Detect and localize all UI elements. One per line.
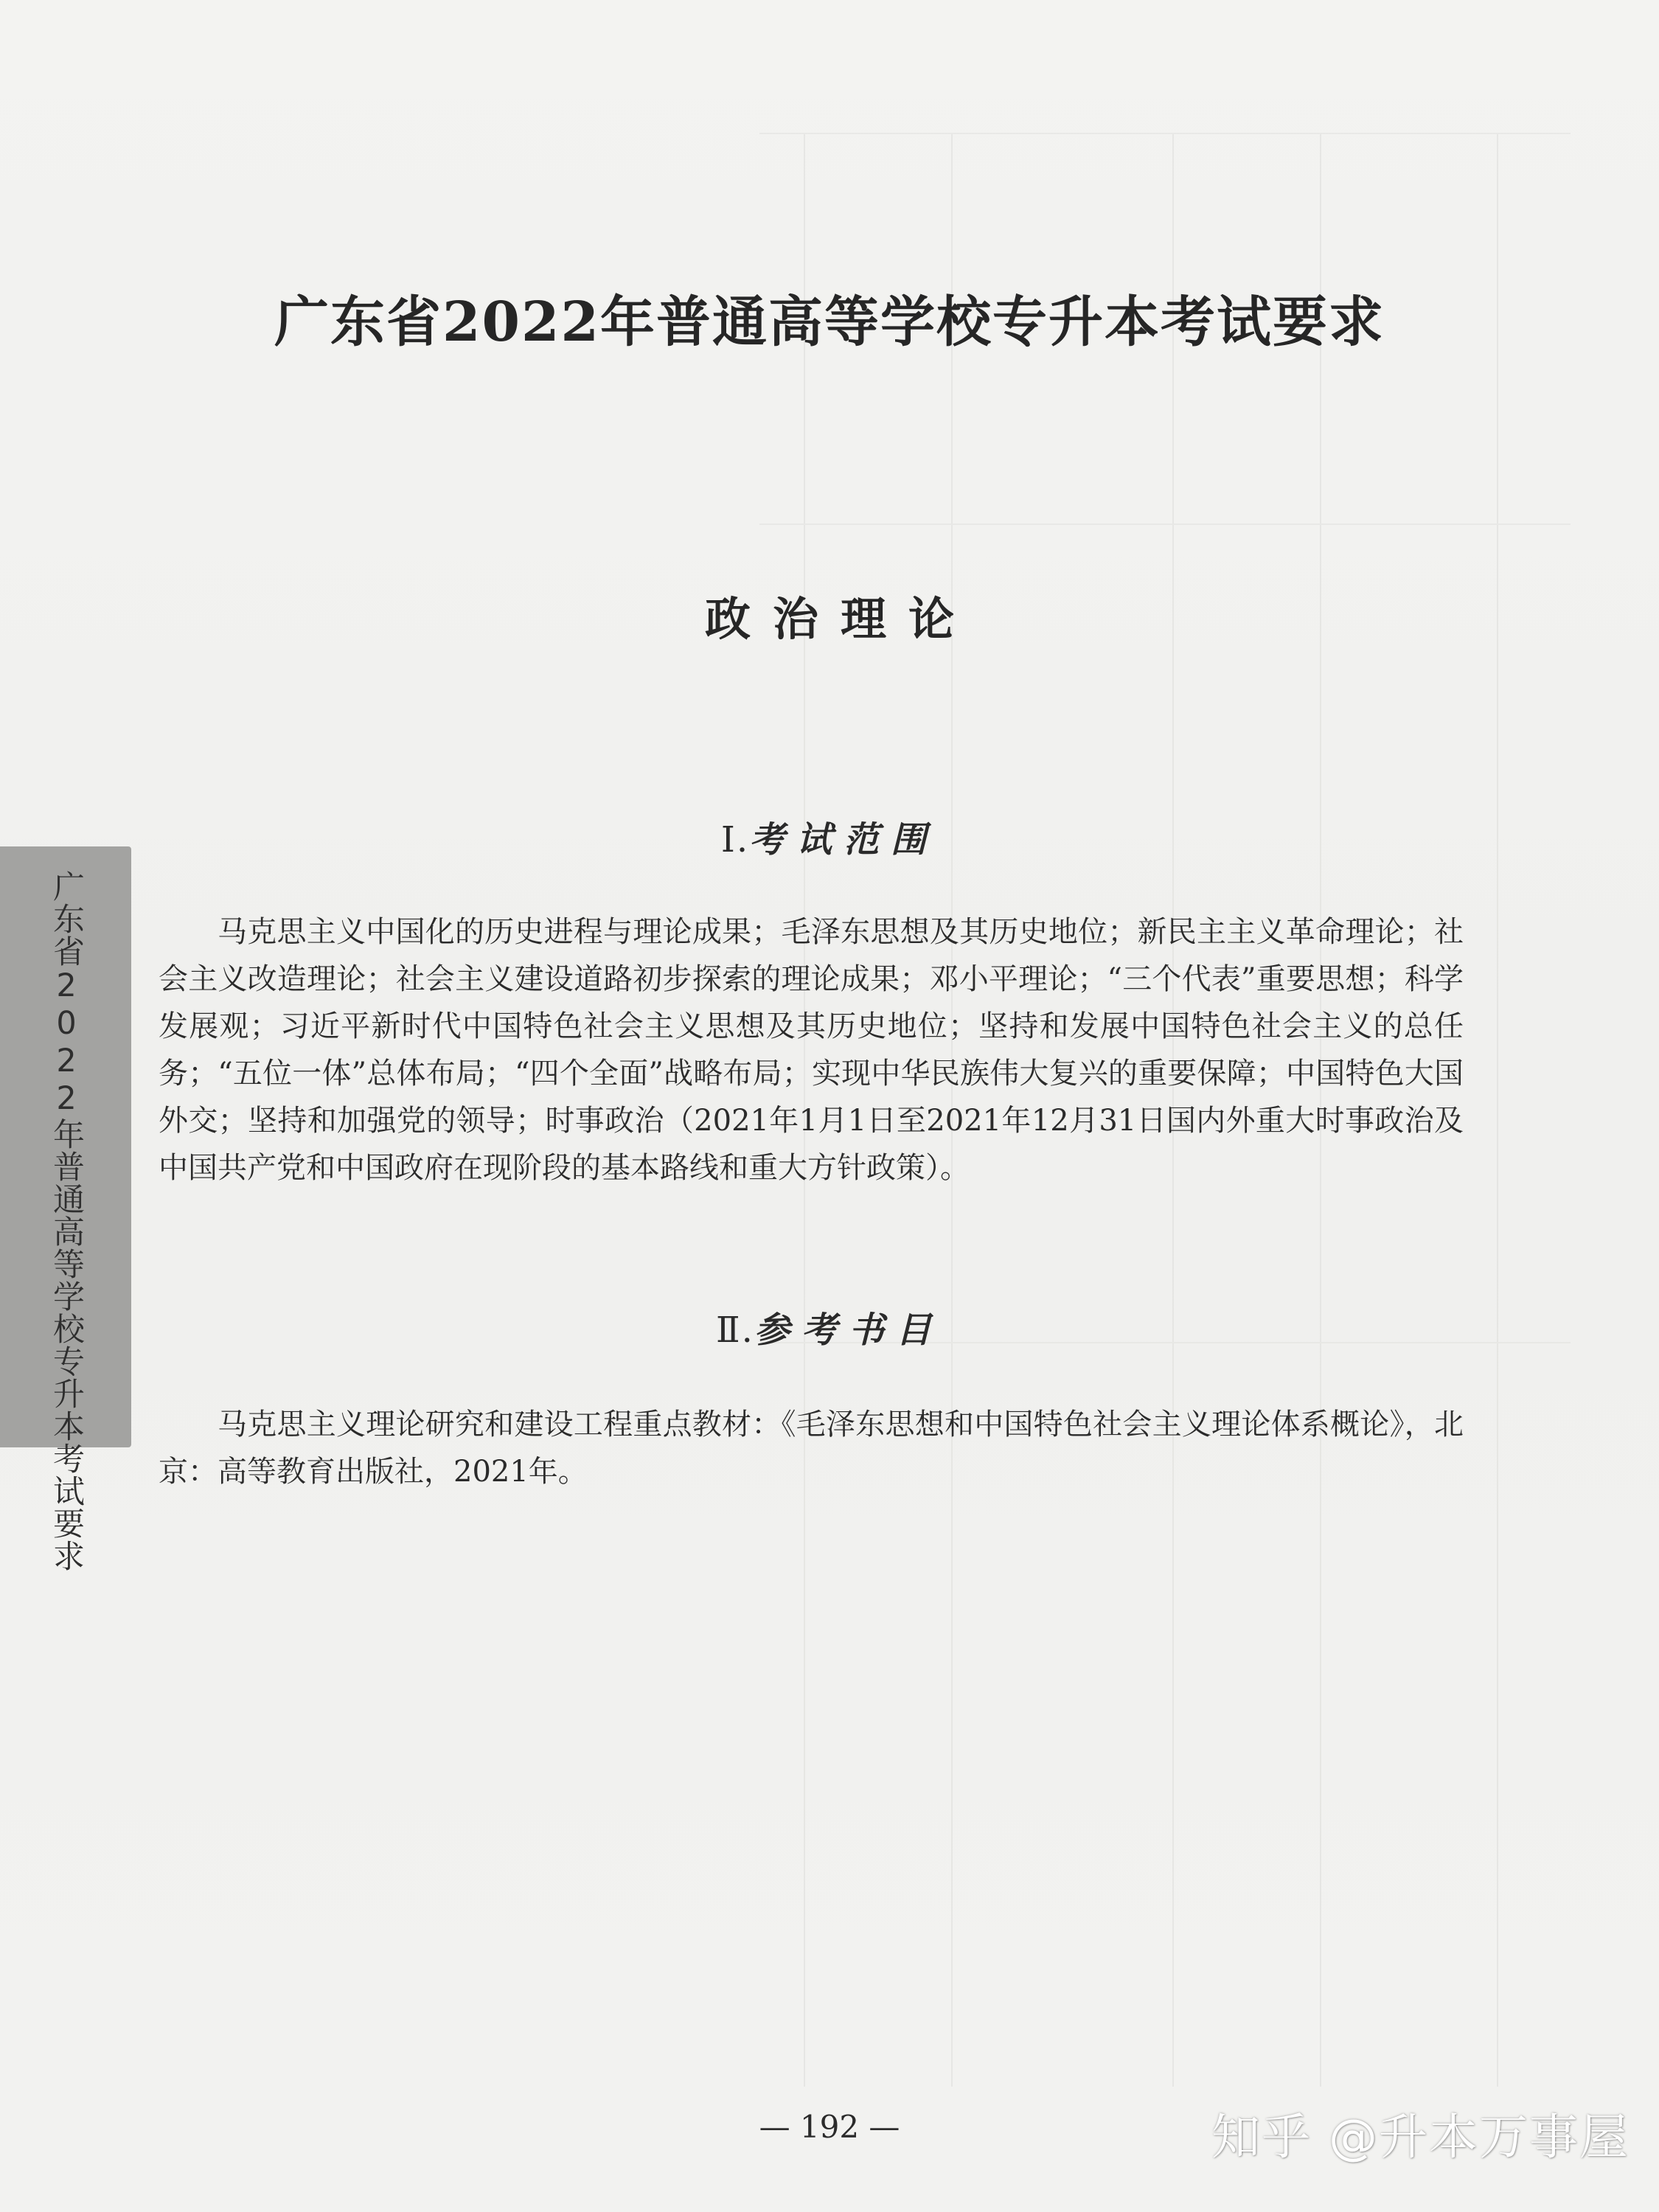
section-heading-exam-scope	[0, 811, 1659, 862]
watermark: 知乎 @升本万事屋	[1211, 2109, 1630, 2166]
section-number: Ⅰ.	[720, 819, 750, 860]
subject-title: 政治理论	[704, 592, 976, 646]
section-heading-text: 考试范围	[749, 819, 939, 860]
document-title: 广东省2022年普通高等学校专升本考试要求	[274, 291, 1385, 354]
section-heading-reference-books	[0, 1301, 1659, 1352]
page-number: — 192 —	[759, 2109, 900, 2145]
exam-scope-paragraph: 马克思主义中国化的历史进程与理论成果；毛泽东思想及其历史地位；新民主主义革命理论；社会主义改造理论；社会主义建设道路初步探索的理论成果；邓小平理论；“三个代表”重要思想；科学发展观；习近平新时代中国特色社会主义思想及其历史地位；坚持和发展中国特色社会主义的总任务；“五位一体”总体布局；“四个全面”战略布局；实现中华民族伟大复兴的重要保障；中国特色大国外交；坚持和加强党的领导；时事政治（2021年1月1日至2021年12月31日国内外重大时事政治及中国共产党和中国政府在现阶段的基本路线和重大方针政策）。	[159, 915, 1464, 1185]
reference-books-paragraph: 马克思主义理论研究和建设工程重点教材：《毛泽东思想和中国特色社会主义理论体系概论》，北京：高等教育出版社，2021年。	[159, 1408, 1464, 1489]
section-number: Ⅱ.	[716, 1310, 754, 1351]
side-thumb-tab-label: 广东省2022年普通高等学校专升本考试要求	[48, 870, 85, 1572]
section-heading-text: 参考书目	[754, 1310, 943, 1351]
